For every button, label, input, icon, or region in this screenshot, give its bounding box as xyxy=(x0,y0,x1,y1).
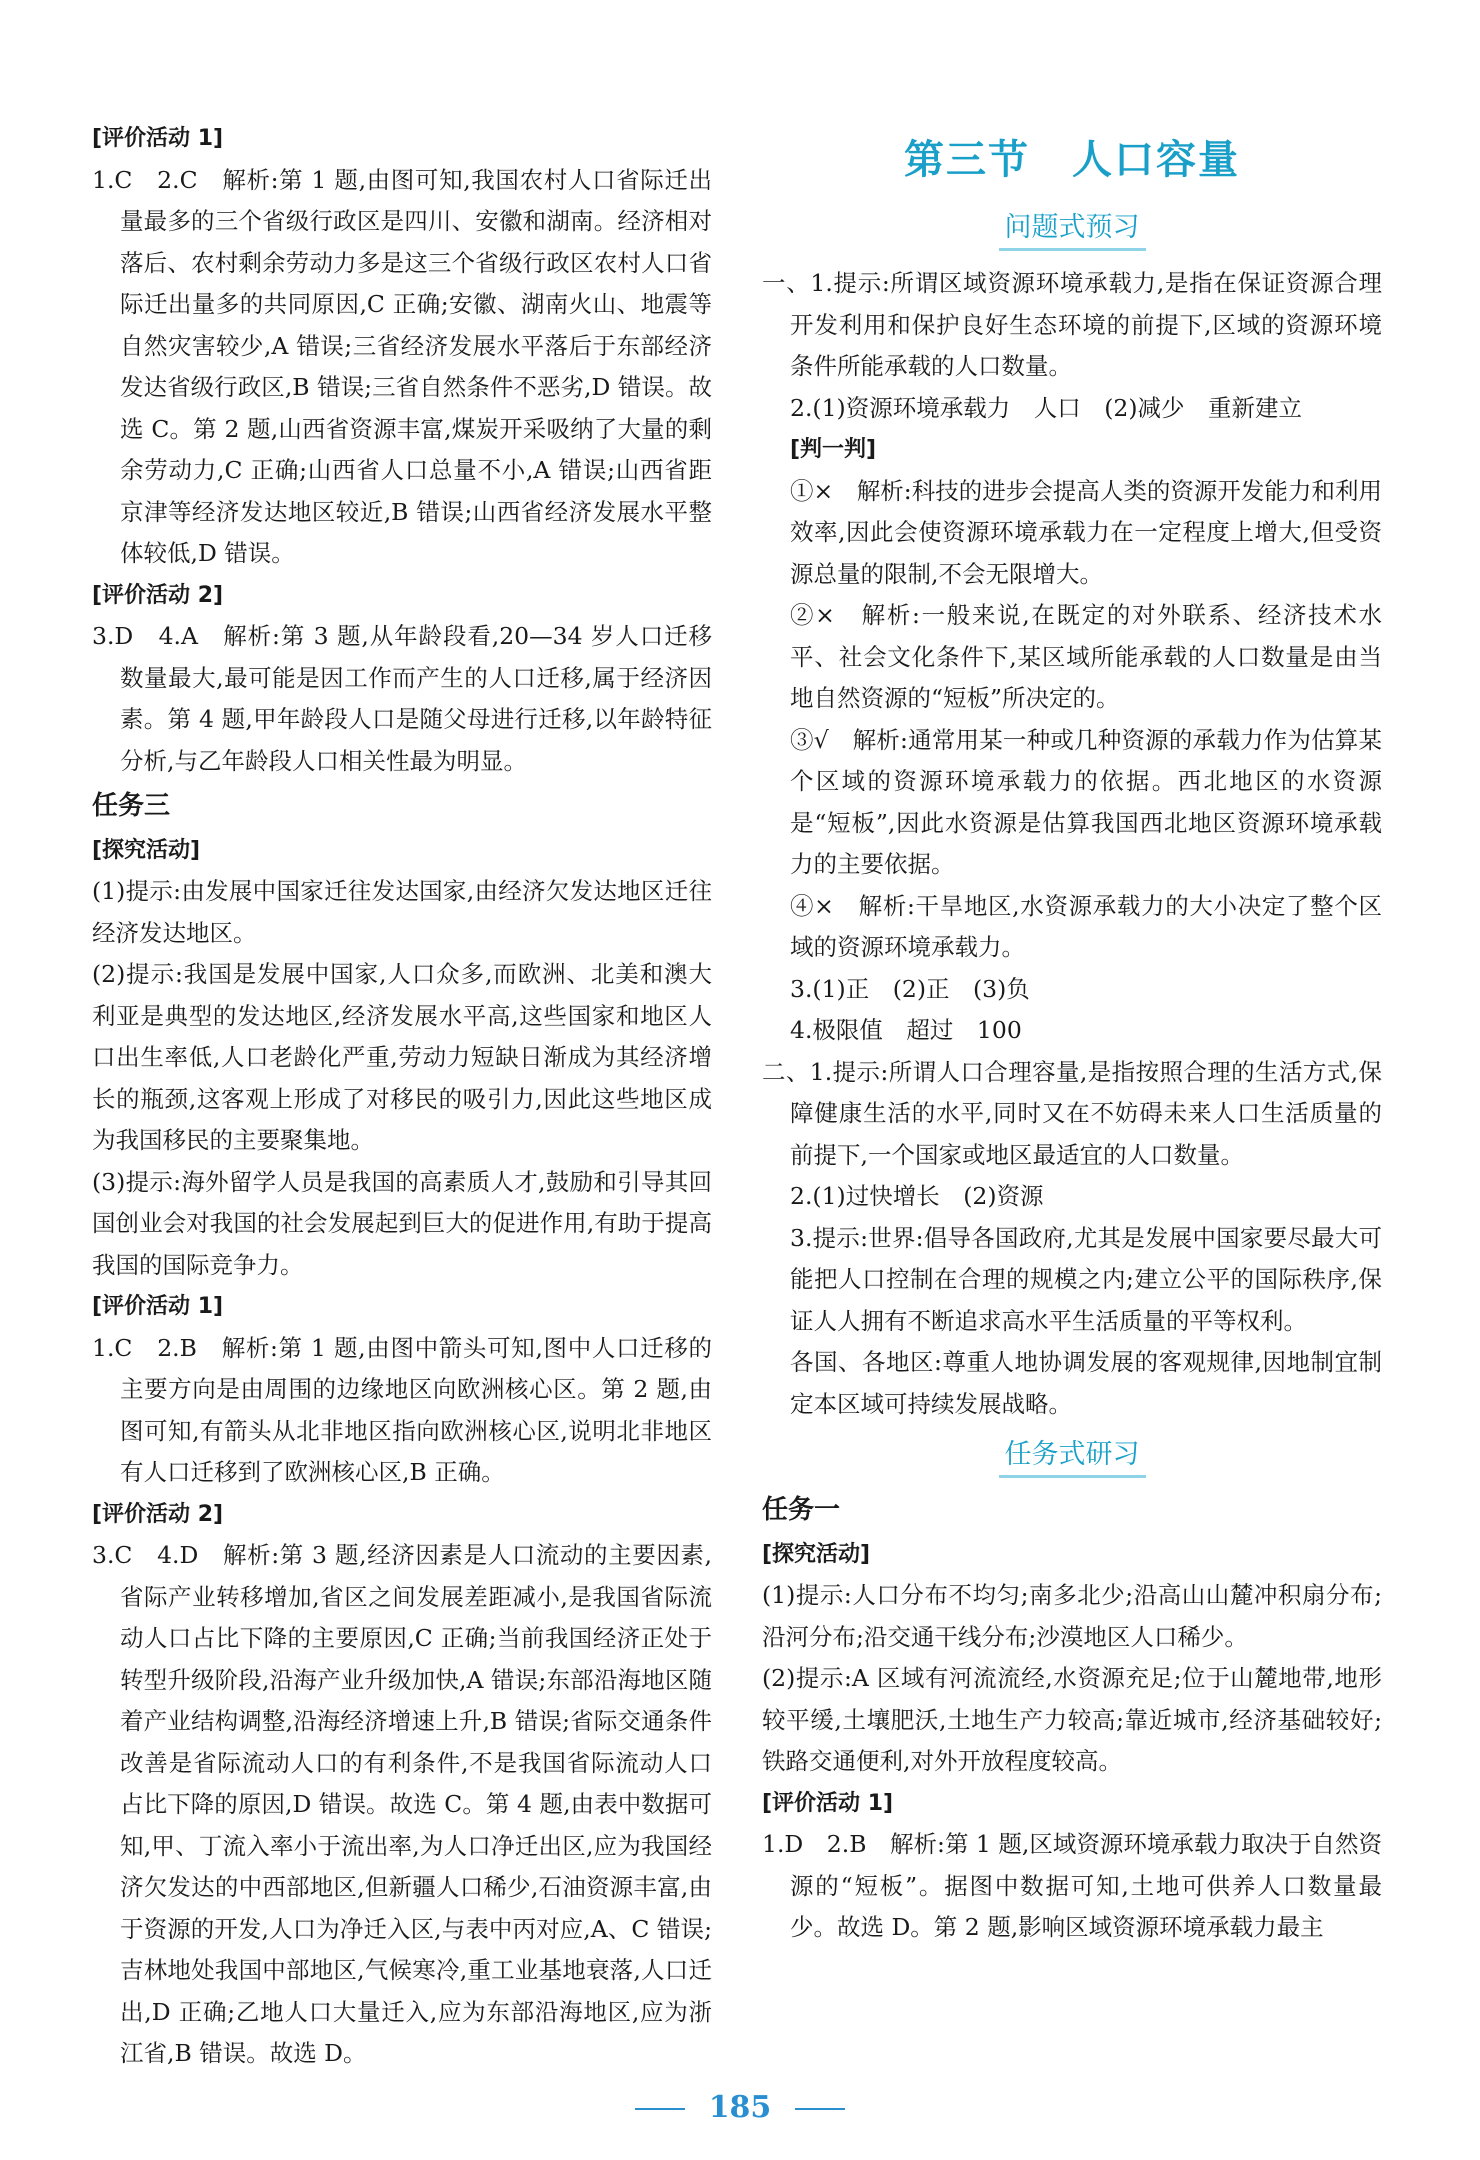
preview-answer-4: 4.极限值 超过 100 xyxy=(790,1016,1022,1044)
task-one-heading: 任务一 xyxy=(762,1495,841,1525)
subsection-task-study xyxy=(762,1435,1382,1478)
answer-paragraph: 1.D 2.B 解析:第 1 题,区域资源环境承载力取决于自然资源的“短板”。据图中数据可知,土地可供养人口数量最少。故选 D。第 2 题,影响区域资源环境承载力最主 xyxy=(762,1830,1382,1941)
explore-hint-2: (2)提示:A 区域有河流流经,水资源充足;位于山麓地带,地形较平缓,土壤肥沃,土地生产力较高;靠近城市,经济基础较好;铁路交通便利,对外开放程度较高。 xyxy=(762,1664,1382,1775)
answer-paragraph: 3.D 4.A 解析:第 3 题,从年龄段看,20—34 岁人口迁移数量最大,最可能是因工作而产生的人口迁移,属于经济因素。第 4 题,甲年龄段人口是随父母进行迁移,以年龄特征分析,与乙年龄段人口相关性最为明显。 xyxy=(92,622,712,775)
judge-item-4: ④× 解析:干旱地区,水资源承载力的大小决定了整个区域的资源环境承载力。 xyxy=(790,891,1382,961)
eval-activity-1-label: [评价活动 1] xyxy=(92,126,224,151)
preview-answer-part2-1: 二、1.提示:所谓人口合理容量,是指按照合理的生活方式,保障健康生活的水平,同时又在不妨碍未来人口生活质量的前提下,一个国家或地区最适宜的人口数量。 xyxy=(762,1057,1382,1169)
judge-item-1: ①× 解析:科技的进步会提高人类的资源开发能力和利用效率,因此会使资源环境承载力在一定程度上增大,但受资源总量的限制,不会无限增大。 xyxy=(790,476,1382,588)
judge-item-3: ③√ 解析:通常用某一种或几种资源的承载力作为估算某个区域的资源环境承载力的依据。西北地区的水资源是“短板”,因此水资源是估算我国西北地区资源环境承载力的主要依据。 xyxy=(790,725,1382,878)
subsection-task-study-label: 任务式研习 xyxy=(999,1437,1146,1478)
answer-paragraph: 3.C 4.D 解析:第 3 题,经济因素是人口流动的主要因素,省际产业转移增加,省区之间发展差距减小,是我国省际流动人口占比下降的主要原因,C 正确;当前我国经济正处于转型升级阶段,沿海产业升级加快,A 错误;东部沿海地区随着产业结构调整,沿海经济增速上升,B 错误;省际交通条件改善是省际流动人口的有利条件,不是我国省际流动人口占比下降的原因,D 错误。故选 C。第 4 题,由表中数据可知,甲、丁流入率小于流出率,为人口净迁出区,应为我国经济欠发达的中西部地区,但新疆人口稀少,石油资源丰富,由于资源的开发,人口为净迁入区,与表中丙对应,A、C 错误;吉林地处我国中部地区,气候寒冷,重工业基地衰落,人口迁出,D 正确;乙地人口大量迁入,应为东部沿海地区,应为浙江省,B 错误。故选 D。 xyxy=(92,1541,712,2067)
eval-activity-1-label: [评价活动 1] xyxy=(92,1294,224,1319)
explore-activity-label: [探究活动] xyxy=(762,1541,871,1567)
explore-hint-2: (2)提示:我国是发展中国家,人口众多,而欧洲、北美和澳大利亚是典型的发达地区,经济发展水平高,这些国家和地区人口出生率低,人口老龄化严重,劳动力短缺日渐成为其经济增长的瓶颈,这客观上形成了对移民的吸引力,因此这些地区成为我国移民的主要聚集地。 xyxy=(92,960,712,1154)
preview-answer-part2-3: 3.提示:世界:倡导各国政府,尤其是发展中国家要尽最大可能把人口控制在合理的规模之内;建立公平的国际秩序,保证人人拥有不断追求高水平生活质量的平等权利。 xyxy=(790,1223,1382,1335)
answer-paragraph: 1.C 2.C 解析:第 1 题,由图可知,我国农村人口省际迁出量最多的三个省级行政区是四川、安徽和湖南。经济相对落后、农村剩余劳动力多是这三个省级行政区农村人口省际迁出量多的共同原因,C 正确;安徽、湖南火山、地震等自然灾害较少,A 错误;三省经济发展水平落后于东部经济发达省级行政区,B 错误;三省自然条件不恶劣,D 错误。故选 C。第 2 题,山西省资源丰富,煤炭开采吸纳了大量的剩余劳动力,C 正确;山西省人口总量不小,A 错误;山西省距京津等经济发达地区较近,B 错误;山西省经济发展水平整体较低,D 错误。 xyxy=(92,165,712,567)
judge-item-2: ②× 解析:一般来说,在既定的对外联系、经济技术水平、社会文化条件下,某区域所能承载的人口数量是由当地自然资源的“短板”所决定的。 xyxy=(790,601,1382,712)
preview-answer-1: 一、1.提示:所谓区域资源环境承载力,是指在保证资源合理开发利用和保护良好生态环境的前提下,区域的资源环境条件所能承载的人口数量。 xyxy=(762,269,1382,380)
explore-activity-label: [探究活动] xyxy=(92,837,201,863)
subsection-preview xyxy=(762,208,1382,251)
preview-answer-3: 3.(1)正 (2)正 (3)负 xyxy=(790,974,1030,1003)
judge-label: [判一判] xyxy=(790,437,877,462)
preview-answer-part2-2: 2.(1)过快增长 (2)资源 xyxy=(790,1182,1044,1210)
footer-rule-left xyxy=(635,2108,685,2110)
preview-answer-2: 2.(1)资源环境承载力 人口 (2)减少 重新建立 xyxy=(790,393,1302,422)
answer-paragraph: 1.C 2.B 解析:第 1 题,由图中箭头可知,图中人口迁移的主要方向是由周围的边缘地区向欧洲核心区。第 2 题,由图可知,有箭头从北非地区指向欧洲核心区,说明北非地区有人口迁移到了欧洲核心区,B 正确。 xyxy=(92,1333,712,1486)
explore-hint-1: (1)提示:由发展中国家迁往发达国家,由经济欠发达地区迁往经济发达地区。 xyxy=(92,877,712,947)
explore-hint-3: (3)提示:海外留学人员是我国的高素质人才,鼓励和引导其回国创业会对我国的社会发展起到巨大的促进作用,有助于提高我国的国际竞争力。 xyxy=(92,1167,712,1279)
eval-activity-1-label: [评价活动 1] xyxy=(762,1790,894,1816)
footer-rule-right xyxy=(795,2108,845,2110)
section-title: 第三节 人口容量 xyxy=(904,137,1240,183)
preview-answer-part2-4: 各国、各地区:尊重人地协调发展的客观规律,因地制宜制定本区域可持续发展战略。 xyxy=(790,1348,1382,1418)
task-three-heading: 任务三 xyxy=(92,791,171,821)
subsection-preview-label: 问题式预习 xyxy=(999,210,1146,251)
page-footer xyxy=(0,2090,1480,2125)
eval-activity-2-label: [评价活动 2] xyxy=(92,582,224,608)
page-number: 185 xyxy=(708,2090,772,2125)
eval-activity-2-label: [评价活动 2] xyxy=(92,1501,224,1527)
right-column xyxy=(762,118,1382,1949)
explore-hint-1: (1)提示:人口分布不均匀;南多北少;沿高山山麓冲积扇分布;沿河分布;沿交通干线分布;沙漠地区人口稀少。 xyxy=(762,1581,1382,1651)
left-column xyxy=(92,118,712,2075)
